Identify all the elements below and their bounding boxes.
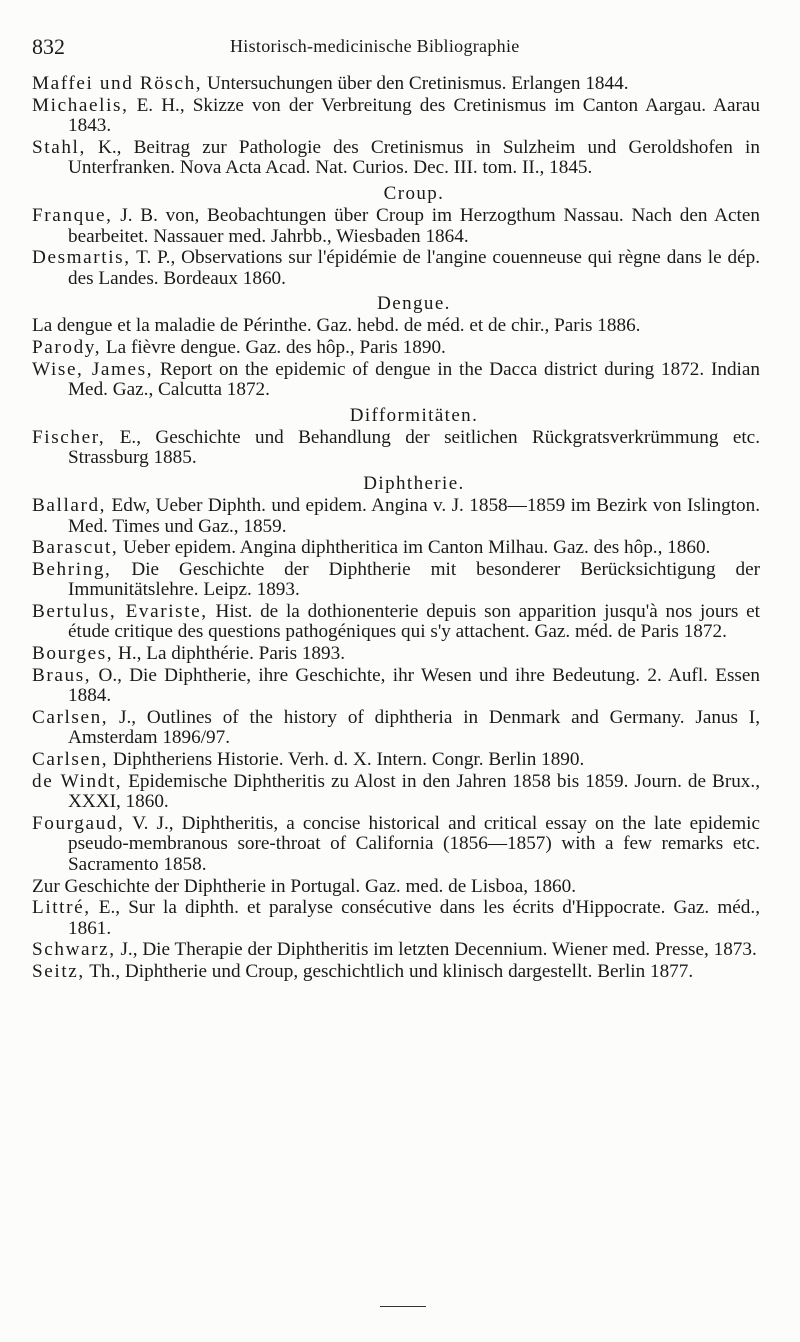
entry-text: E., Sur la diphth. et paralyse consécutive dans les écrits d'Hippocrate. Gaz. méd., 1861.	[68, 897, 760, 939]
entry-text: K., Beitrag zur Pathologie des Cretinismus in Sulzheim und Geroldshofen in Unterfranken. Nova Acta Acad. Nat. Curios. Dec. III. tom. II., 1845.	[68, 136, 760, 179]
entry-text: Die Geschichte der Diphtherie mit besonderer Berücksichtigung der Immunitätslehre. Leipz. 1893.	[68, 558, 760, 601]
bibliography-entry	[32, 360, 760, 401]
section-heading: Diphtherie.	[363, 472, 465, 494]
bibliography-entry	[32, 496, 760, 537]
running-title: Historisch-medicinische Bibliographie	[230, 36, 520, 56]
bibliography-entry	[32, 772, 760, 813]
entry-author: Fischer,	[32, 426, 106, 448]
bibliography-entry	[32, 644, 760, 665]
entry-author: Carlsen,	[32, 706, 109, 728]
bibliography-entry	[32, 138, 760, 179]
bibliography-entry	[32, 560, 760, 601]
bibliography-body	[32, 74, 760, 983]
entry-author: Carlsen,	[32, 749, 109, 771]
entry-author: Bertulus, Evariste,	[32, 600, 208, 622]
entry-author: Desmartis,	[32, 247, 131, 269]
entry-author: Braus,	[32, 664, 92, 686]
entry-text: T. P., Observations sur l'épidémie de l'angine couenneuse qui règne dans le dép. des Landes. Bordeaux 1860.	[68, 247, 760, 289]
page-number: 832	[32, 34, 65, 59]
bibliography-section	[32, 473, 760, 983]
entry-text: Edw, Ueber Diphth. und epidem. Angina v. J. 1858—1859 im Bezirk von Islington. Med. Times und Gaz., 1859.	[68, 494, 760, 537]
entry-author: Bourges,	[32, 643, 114, 665]
entry-text: Th., Diphtherie und Croup, geschichtlich und klinisch dargestellt. Berlin 1877.	[84, 960, 694, 982]
entry-author: Wise, James,	[32, 358, 154, 380]
entry-text: Zur Geschichte der Diphtherie in Portugal. Gaz. med. de Lisboa, 1860.	[32, 875, 577, 897]
entry-text: O., Die Diphtherie, ihre Geschichte, ihr Wesen und ihre Bedeutung. 2. Aufl. Essen 1884.	[68, 664, 760, 707]
entry-author: Franque,	[32, 204, 113, 226]
bibliography-entry	[32, 538, 760, 559]
entry-author: Ballard,	[32, 494, 107, 516]
entry-author: Schwarz,	[32, 939, 116, 961]
entry-author: Behring,	[32, 558, 112, 580]
entry-text: Hist. de la dothionenterie depuis son apparition jusqu'à nos jours et étude critique des questions pathogéniques qui s'y attachent. Gaz. méd. de Paris 1872.	[68, 600, 760, 643]
section-heading: Difformitäten.	[349, 404, 479, 426]
entry-author: Michaelis,	[32, 94, 129, 116]
bibliography-entry	[32, 428, 760, 469]
footer-rule	[380, 1306, 426, 1307]
entry-text: Epidemische Diphtheritis zu Alost in den Jahren 1858 bis 1859. Journ. de Brux., XXXI, 1860.	[68, 770, 760, 813]
bibliography-entry	[32, 877, 760, 898]
entry-text: Report on the epidemic of dengue in the Dacca district during 1872. Indian Med. Gaz., Calcutta 1872.	[68, 358, 761, 401]
bibliography-entry	[32, 708, 760, 749]
bibliography-entry	[32, 898, 760, 939]
bibliography-entry	[32, 206, 760, 247]
entry-author: Fourgaud,	[32, 812, 125, 834]
bibliography-entry	[32, 248, 760, 289]
bibliography-section	[32, 293, 760, 400]
running-head	[32, 34, 760, 74]
entry-text: Ueber epidem. Angina diphtheritica im Canton Milhau. Gaz. des hôp., 1860.	[118, 537, 711, 559]
entry-author: Maffei und Rösch,	[32, 73, 203, 94]
bibliography-section	[32, 74, 760, 179]
entry-author: Seitz,	[32, 960, 85, 982]
entry-text: La dengue et la maladie de Périnthe. Gaz. hebd. de méd. et de chir., Paris 1886.	[32, 315, 641, 337]
bibliography-entry	[32, 74, 760, 95]
entry-text: J., Outlines of the history of diphtheria in Denmark and Germany. Janus I, Amsterdam 1896/97.	[68, 706, 760, 749]
bibliography-entry	[32, 602, 760, 643]
entry-author: de Windt,	[32, 770, 123, 792]
entry-author: Parody,	[32, 336, 102, 358]
section-heading: Dengue.	[377, 293, 451, 315]
bibliography-entry	[32, 316, 760, 337]
entry-text: E., Geschichte und Behandlung der seitlichen Rückgratsverkrümmung etc. Strassburg 1885.	[68, 426, 760, 469]
entry-text: La fièvre dengue. Gaz. des hôp., Paris 1890.	[101, 336, 446, 358]
bibliography-entry	[32, 338, 760, 359]
entry-author: Stahl,	[32, 136, 86, 158]
entry-text: Untersuchungen über den Cretinismus. Erlangen 1844.	[202, 73, 629, 94]
entry-text: J., Die Therapie der Diphtheritis im letzten Decennium. Wiener med. Presse, 1873.	[115, 939, 757, 961]
bibliography-entry	[32, 962, 760, 983]
bibliography-entry	[32, 96, 760, 137]
entry-text: E. H., Skizze von der Verbreitung des Cretinismus im Canton Aargau. Aarau 1843.	[68, 94, 760, 137]
bibliography-entry	[32, 814, 760, 876]
section-heading: Croup.	[383, 182, 445, 204]
bibliography-section	[32, 405, 760, 469]
bibliography-section	[32, 183, 760, 289]
entry-author: Barascut,	[32, 537, 119, 559]
entry-text: V. J., Diphtheritis, a concise historical and critical essay on the late epidemic pseudo-membranous sore-throat of California (1856—1857) with a few remarks etc. Sacramento 1858.	[68, 812, 760, 875]
bibliography-entry	[32, 666, 760, 707]
bibliography-entry	[32, 750, 760, 771]
entry-text: H., La diphthérie. Paris 1893.	[113, 643, 346, 665]
entry-author: Littré,	[32, 897, 91, 919]
entry-text: J. B. von, Beobachtungen über Croup im Herzogthum Nassau. Nach den Acten bearbeitet. Nassauer med. Jahrbb., Wiesbaden 1864.	[68, 204, 760, 247]
bibliography-entry	[32, 940, 760, 961]
entry-text: Diphtheriens Historie. Verh. d. X. Intern. Congr. Berlin 1890.	[108, 749, 585, 771]
